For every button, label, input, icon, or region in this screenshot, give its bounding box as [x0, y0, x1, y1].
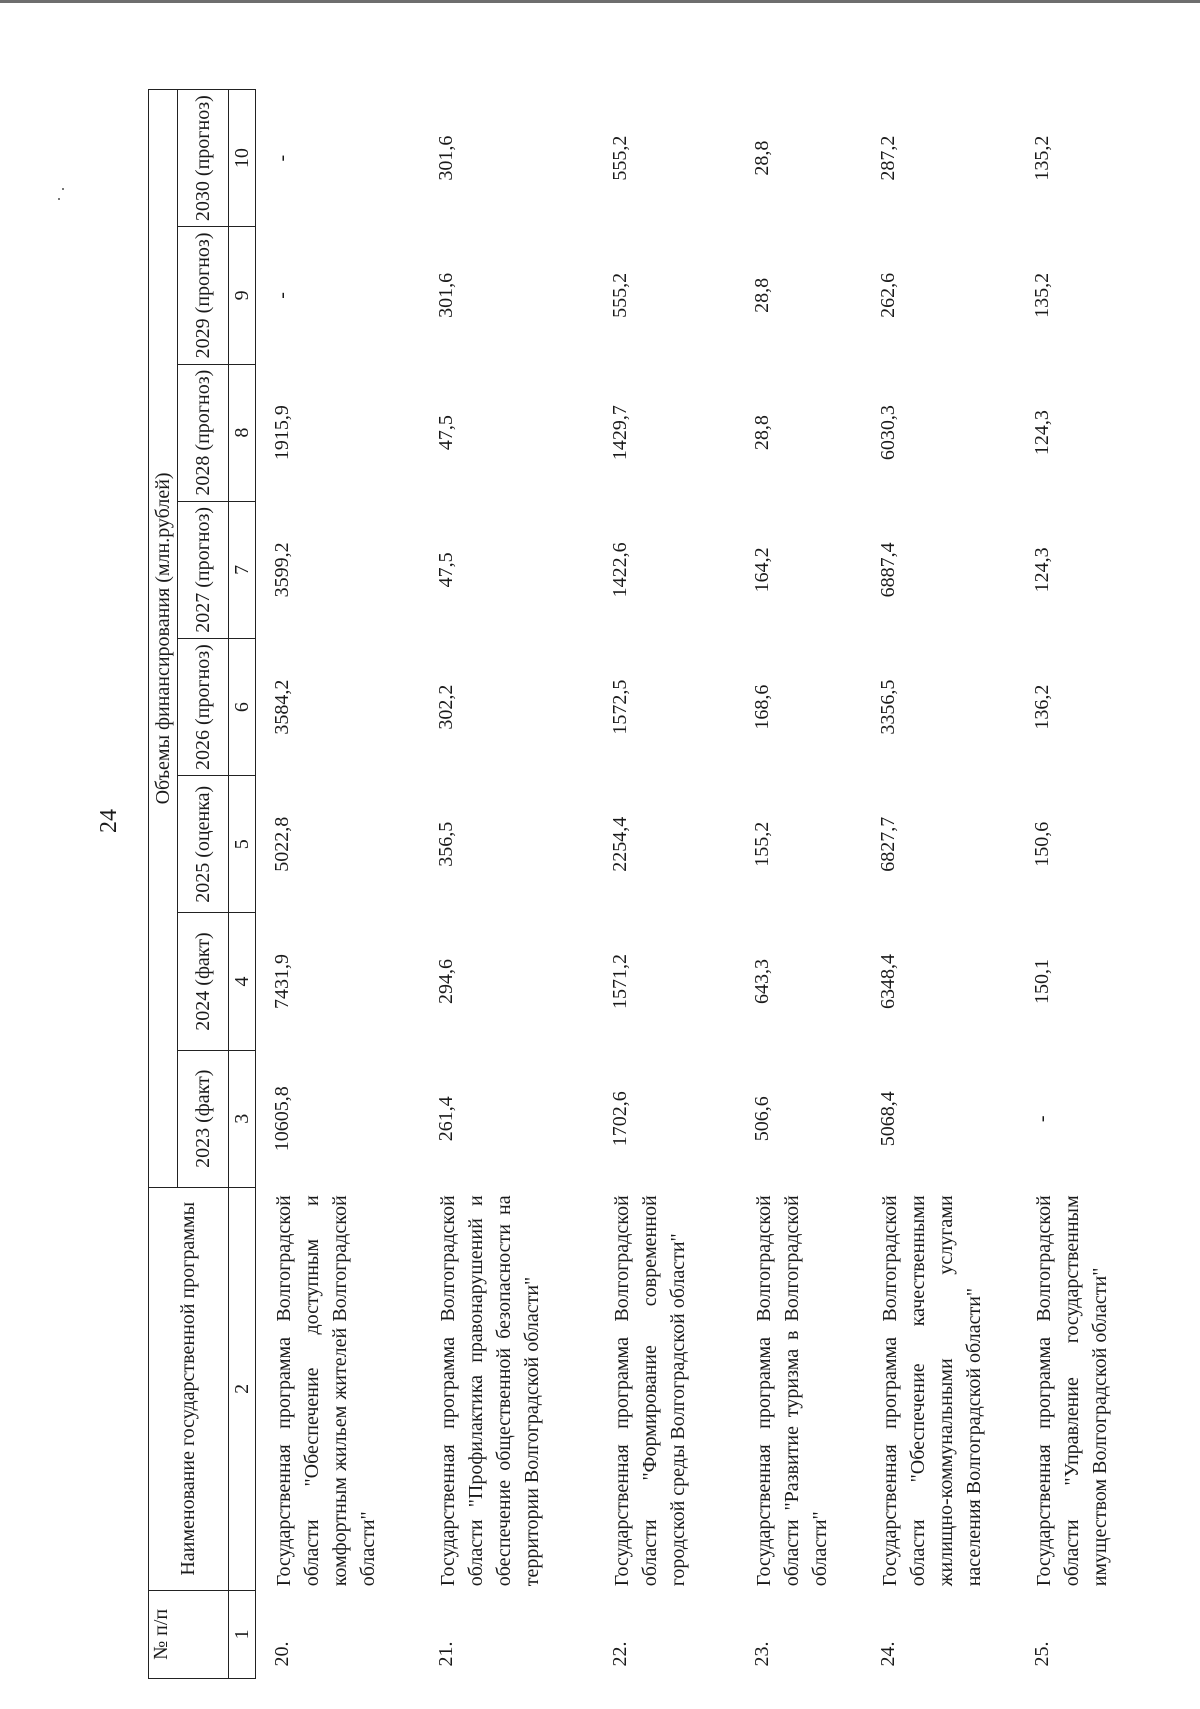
- header-row-1: [149, 90, 178, 1679]
- column-number: 2: [229, 1187, 256, 1590]
- value-cell: 10605,8: [271, 1086, 293, 1152]
- column-number: 3: [229, 1050, 256, 1187]
- value-cell: 5022,8: [271, 816, 293, 872]
- table-row: [862, 90, 1016, 1679]
- header-funding-title: Объемы финансирования (млн.рублей): [149, 90, 178, 1188]
- program-name: Государственная программа Волгоградской области "Управление государственным имуществом Волгоградской области": [1033, 1195, 1111, 1587]
- scan-speck: [62, 188, 64, 190]
- table-row: [1016, 90, 1180, 1679]
- header-year: 2029 (прогноз): [178, 227, 229, 364]
- value-cell: 506,6: [751, 1096, 773, 1142]
- value-cell: -: [271, 154, 293, 162]
- program-name: Государственная программа Волгоградской области "Обеспечение качественными жилищно-коммунальными услугами населения Волгоградской области": [879, 1195, 985, 1587]
- value-cell: 3599,2: [271, 542, 293, 598]
- header-name: Наименование государственной программы: [149, 1187, 229, 1590]
- value-cell: 168,6: [751, 684, 773, 730]
- value-cell: 555,2: [609, 135, 631, 181]
- column-number: 8: [229, 364, 256, 501]
- header-year: 2027 (прогноз): [178, 501, 229, 638]
- value-cell: 1572,5: [609, 679, 631, 735]
- value-cell: 3356,5: [877, 679, 899, 735]
- value-cell: 150,6: [1031, 821, 1053, 867]
- value-cell: 301,6: [435, 135, 457, 181]
- value-cell: 28,8: [751, 140, 773, 176]
- value-cell: 28,8: [751, 277, 773, 313]
- value-cell: 7431,9: [271, 954, 293, 1010]
- value-cell: 47,5: [435, 415, 457, 451]
- row-number: 25.: [1031, 1641, 1053, 1667]
- funding-table: [148, 89, 1180, 1679]
- value-cell: -: [271, 292, 293, 299]
- scan-speck: [58, 198, 60, 200]
- value-cell: -: [1031, 1115, 1053, 1123]
- value-cell: 301,6: [435, 272, 457, 318]
- value-cell: 6827,7: [877, 816, 899, 872]
- column-number: 7: [229, 501, 256, 638]
- value-cell: 1422,6: [609, 542, 631, 598]
- scan-top-edge: [0, 0, 1200, 3]
- table-row: [420, 90, 594, 1679]
- column-number: 5: [229, 776, 256, 913]
- value-cell: 1702,6: [609, 1091, 631, 1147]
- value-cell: 643,3: [751, 959, 773, 1005]
- value-cell: 356,5: [435, 821, 457, 867]
- value-cell: 3584,2: [271, 679, 293, 735]
- value-cell: 135,2: [1031, 135, 1053, 181]
- value-cell: 2254,4: [609, 816, 631, 872]
- table-row: [594, 90, 736, 1679]
- column-numbers-row: [229, 90, 256, 1679]
- row-number: 23.: [751, 1641, 773, 1667]
- program-name: Государственная программа Волгоградской области "Профилактика правонарушений и обеспечение общественной безопасности на территории Волгоградской области": [437, 1195, 543, 1587]
- header-year: 2030 (прогноз): [178, 90, 229, 227]
- value-cell: 28,8: [751, 415, 773, 451]
- header-year: 2024 (факт): [178, 913, 229, 1050]
- column-number: 1: [229, 1590, 256, 1678]
- table-row: [256, 90, 421, 1679]
- value-cell: 150,1: [1031, 959, 1053, 1005]
- header-no: № п/п: [149, 1590, 229, 1678]
- column-number: 4: [229, 913, 256, 1050]
- value-cell: 261,4: [435, 1096, 457, 1142]
- value-cell: 1429,7: [609, 405, 631, 461]
- program-name: Государственная программа Волгоградской области "Развитие туризма в Волгоградской области": [753, 1195, 831, 1587]
- value-cell: 262,6: [877, 272, 899, 318]
- value-cell: 124,3: [1031, 547, 1053, 593]
- value-cell: 1915,9: [271, 405, 293, 461]
- row-number: 24.: [877, 1641, 899, 1667]
- value-cell: 294,6: [435, 959, 457, 1005]
- value-cell: 164,2: [751, 547, 773, 593]
- column-number: 6: [229, 638, 256, 775]
- value-cell: 6348,4: [877, 954, 899, 1010]
- row-number: 20.: [271, 1641, 293, 1667]
- value-cell: 47,5: [435, 552, 457, 588]
- value-cell: 135,2: [1031, 272, 1053, 318]
- row-number: 21.: [435, 1641, 457, 1667]
- page-number: 24: [96, 809, 122, 833]
- row-number: 22.: [609, 1641, 631, 1667]
- value-cell: 136,2: [1031, 684, 1053, 730]
- rotated-table-wrapper: [148, 89, 1178, 1679]
- value-cell: 5068,4: [877, 1091, 899, 1147]
- value-cell: 124,3: [1031, 410, 1053, 456]
- value-cell: 155,2: [751, 821, 773, 867]
- header-year: 2026 (прогноз): [178, 638, 229, 775]
- header-year: 2025 (оценка): [178, 776, 229, 913]
- program-name: Государственная программа Волгоградской области "Формирование современной городской среды Волгоградской области": [611, 1195, 689, 1587]
- program-name: Государственная программа Волгоградской области "Обеспечение доступным и комфортным жильем жителей Волгоградской области": [273, 1195, 379, 1587]
- value-cell: 555,2: [609, 272, 631, 318]
- value-cell: 302,2: [435, 684, 457, 730]
- value-cell: 6887,4: [877, 542, 899, 598]
- column-number: 9: [229, 227, 256, 364]
- value-cell: 287,2: [877, 135, 899, 181]
- column-number: 10: [229, 90, 256, 227]
- header-year: 2023 (факт): [178, 1050, 229, 1187]
- value-cell: 1571,2: [609, 954, 631, 1010]
- table-row: [736, 90, 862, 1679]
- value-cell: 6030,3: [877, 405, 899, 461]
- header-year: 2028 (прогноз): [178, 364, 229, 501]
